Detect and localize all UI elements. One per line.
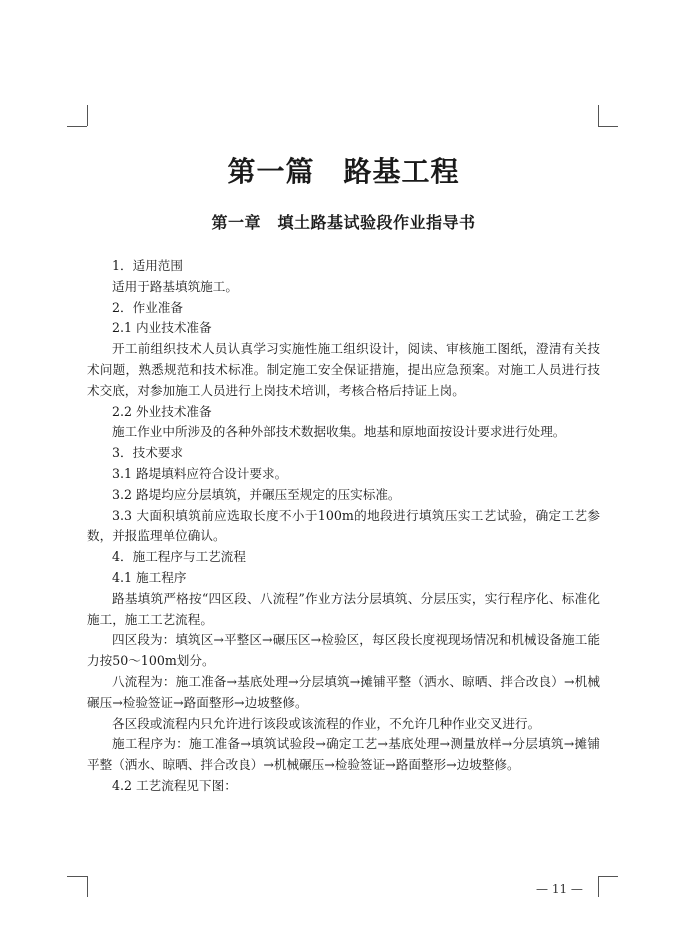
crop-mark-top-right-h [598,126,618,127]
paragraph: 各区段或流程内只允许进行该段或该流程的作业，不允许几种作业交叉进行。 [112,715,541,731]
section-heading-preparation: 2．作业准备 [112,299,183,315]
paragraph: 适用于路基填筑施工。 [112,278,238,294]
page-number: — 11 — [536,882,583,896]
section-heading-requirements: 3．技术要求 [112,445,183,461]
paragraph: 四区段为：填筑区→平整区→碾压区→检验区，每区段长度视现场情况和机械设备施工能力按50～100m划分。 [87,632,600,669]
paragraph: 路基填筑严格按“四区段、八流程”作业方法分层填筑、分层压实，实行程序化、标准化施工，施工工艺流程。 [87,590,600,627]
subsection-heading: 4.1 施工程序 [112,569,187,585]
part-title: 第一篇 路基工程 [227,155,460,188]
paragraph: 3.3 大面积填筑前应选取长度不小于100m的地段进行填筑压实工艺试验，确定工艺参数，并报监理单位确认。 [87,507,600,544]
paragraph: 八流程为：施工准备→基底处理→分层填筑→摊铺平整（洒水、晾晒、拌合改良）→机械碾压→检验签证→路面整形→边坡整修。 [87,673,600,710]
paragraph: 3.2 路堤均应分层填筑，并碾压至规定的压实标准。 [112,486,401,502]
crop-mark-top-right-v [598,105,599,126]
crop-mark-bottom-left-h [67,876,87,877]
subsection-heading: 2.2 外业技术准备 [112,403,212,419]
crop-mark-top-left-h [67,126,87,127]
chapter-title: 第一章 填土路基试验段作业指导书 [211,213,476,232]
crop-mark-top-left-v [87,105,88,126]
subsection-heading: 4.2 工艺流程见下图： [112,777,237,793]
subsection-heading: 2.1 内业技术准备 [112,320,212,336]
section-heading-scope: 1．适用范围 [112,258,183,273]
paragraph: 3.1 路堤填料应符合设计要求。 [112,465,288,481]
crop-mark-bottom-right-h [598,876,618,877]
paragraph: 施工程序为：施工准备→填筑试验段→确定工艺→基底处理→测量放样→分层填筑→摊铺平整（洒水、晾晒、拌合改良）→机械碾压→检验签证→路面整形→边坡整修。 [87,736,600,773]
crop-mark-bottom-left-v [87,876,88,897]
paragraph: 施工作业中所涉及的各种外部技术数据收集。地基和原地面按设计要求进行处理。 [112,424,566,440]
paragraph: 开工前组织技术人员认真学习实施性施工组织设计，阅读、审核施工图纸，澄清有关技术问题，熟悉规范和技术标准。制定施工安全保证措施，提出应急预案。对施工人员进行技术交底，对参加施工人员进行上岗技术培训，考核合格后持证上岗。 [87,341,600,398]
section-heading-procedure: 4．施工程序与工艺流程 [112,549,246,565]
body-text [87,256,600,797]
crop-mark-bottom-right-v [598,876,599,897]
